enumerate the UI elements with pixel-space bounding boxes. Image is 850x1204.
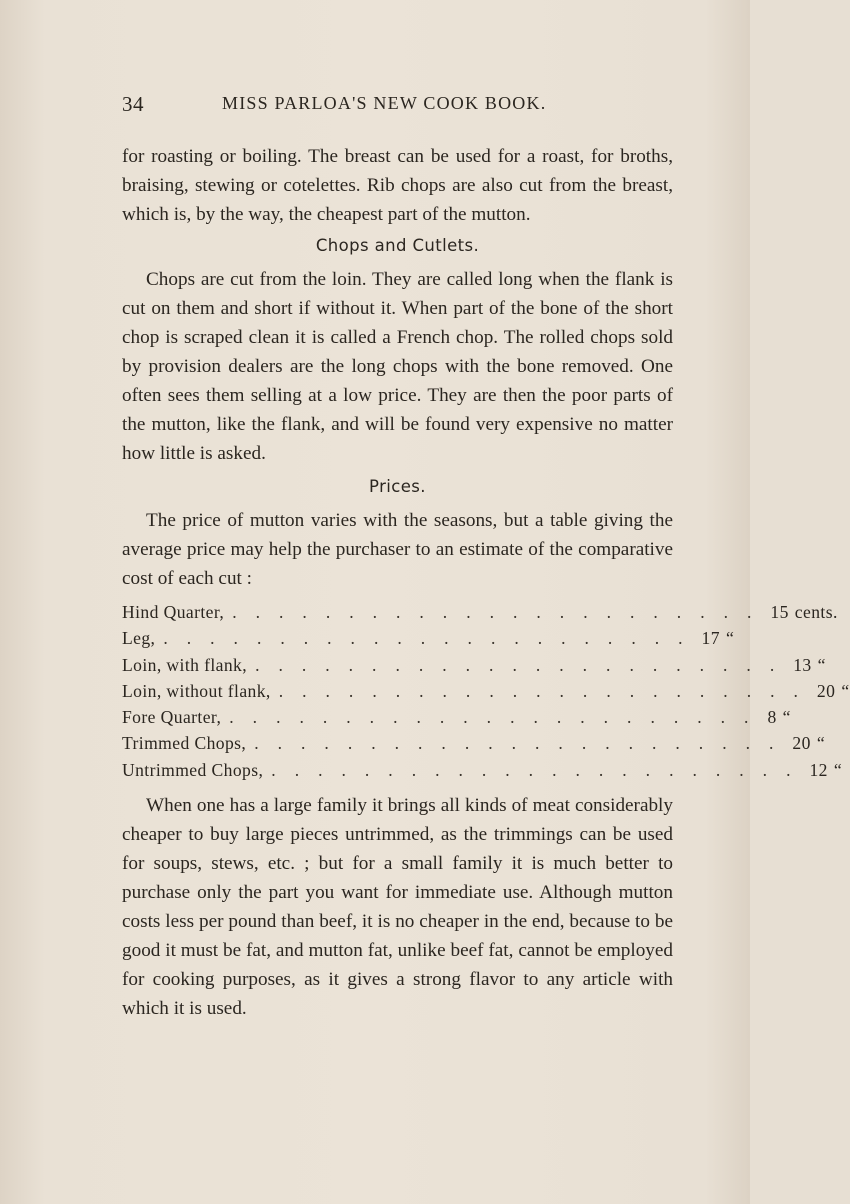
price-item: Loin, without flank, bbox=[122, 680, 271, 701]
paragraph-chops: Chops are cut from the loin. They are called long when the flank is cut on them and short if without it. When part of the bone of the short chop is scraped clean it is called a French chop. The rolled chops sold by provision dealers are the long chops with the bone removed. One often sees them selling at a low price. They are then the poor parts of the mutton, like the flank, and will be found very expensive no matter how little is asked. bbox=[122, 269, 673, 464]
price-row bbox=[122, 678, 850, 704]
price-unit: “ bbox=[841, 680, 850, 701]
leader-dots: ....................... bbox=[163, 628, 702, 649]
price-unit: “ bbox=[833, 759, 843, 780]
price-unit: “ bbox=[817, 654, 826, 675]
price-item: Trimmed Chops, bbox=[122, 733, 247, 754]
price-row bbox=[122, 599, 838, 625]
paragraph-continuation: for roasting or boiling. The breast can be used for a roast, for broths, braising, stewing or cotelettes. Rib chops are also cut from the breast, which is, by the way, the cheapest part of the mutton. bbox=[122, 146, 673, 225]
paragraph-large-family: When one has a large family it brings all kinds of meat considerably cheaper to buy large pieces untrimmed, as the trimmings can be used for soups, stews, etc. ; but for a small family it is much better to purchase only the part you want for immediate use. Although mutton costs less per pound than beef, it is no cheaper in the end, because to be good it must be fat, and mutton fat, unlike beef fat, cannot be employed for cooking purposes, as it gives a strong flavor to any article with which it is used. bbox=[122, 795, 673, 1020]
price-row bbox=[122, 625, 735, 651]
leader-dots: ....................... bbox=[278, 680, 817, 701]
price-row bbox=[122, 652, 826, 678]
price-unit: “ bbox=[782, 707, 791, 728]
leader-dots: ....................... bbox=[232, 602, 771, 622]
leader-dots: ....................... bbox=[254, 733, 793, 754]
leader-dots: ....................... bbox=[255, 654, 794, 675]
price-value: 13 bbox=[793, 654, 812, 675]
price-unit: “ bbox=[816, 733, 826, 754]
price-table bbox=[122, 599, 850, 783]
price-item: Loin, with flank, bbox=[122, 654, 248, 675]
price-value: 8 bbox=[767, 707, 777, 728]
price-value: 20 bbox=[792, 733, 811, 754]
section-heading-prices: Prices. bbox=[369, 477, 426, 496]
price-item: Hind Quarter, bbox=[122, 602, 225, 622]
price-value: 15 bbox=[770, 602, 789, 622]
page-body bbox=[122, 142, 850, 1023]
price-item: Untrimmed Chops, bbox=[122, 759, 264, 780]
price-value: 12 bbox=[809, 759, 828, 780]
price-unit: “ bbox=[725, 628, 735, 649]
price-value: 17 bbox=[701, 628, 720, 649]
price-unit: cents. bbox=[794, 602, 838, 622]
section-heading-chops: Chops and Cutlets. bbox=[315, 236, 480, 255]
page-header bbox=[122, 92, 673, 118]
leader-dots: ....................... bbox=[229, 707, 768, 728]
price-item: Fore Quarter, bbox=[122, 707, 222, 728]
price-row bbox=[122, 757, 843, 783]
price-item: Leg, bbox=[122, 628, 156, 649]
price-value: 20 bbox=[816, 680, 836, 701]
leader-dots: ....................... bbox=[271, 759, 810, 780]
running-head: MISS PARLOA'S NEW COOK BOOK. bbox=[222, 93, 547, 113]
price-row bbox=[122, 730, 826, 756]
price-row bbox=[122, 704, 791, 730]
page-number: 34 bbox=[122, 92, 144, 116]
paragraph-prices-intro: The price of mutton varies with the seasons, but a table giving the average price may help the purchaser to an estimate of the comparative cost of each cut : bbox=[122, 510, 673, 589]
